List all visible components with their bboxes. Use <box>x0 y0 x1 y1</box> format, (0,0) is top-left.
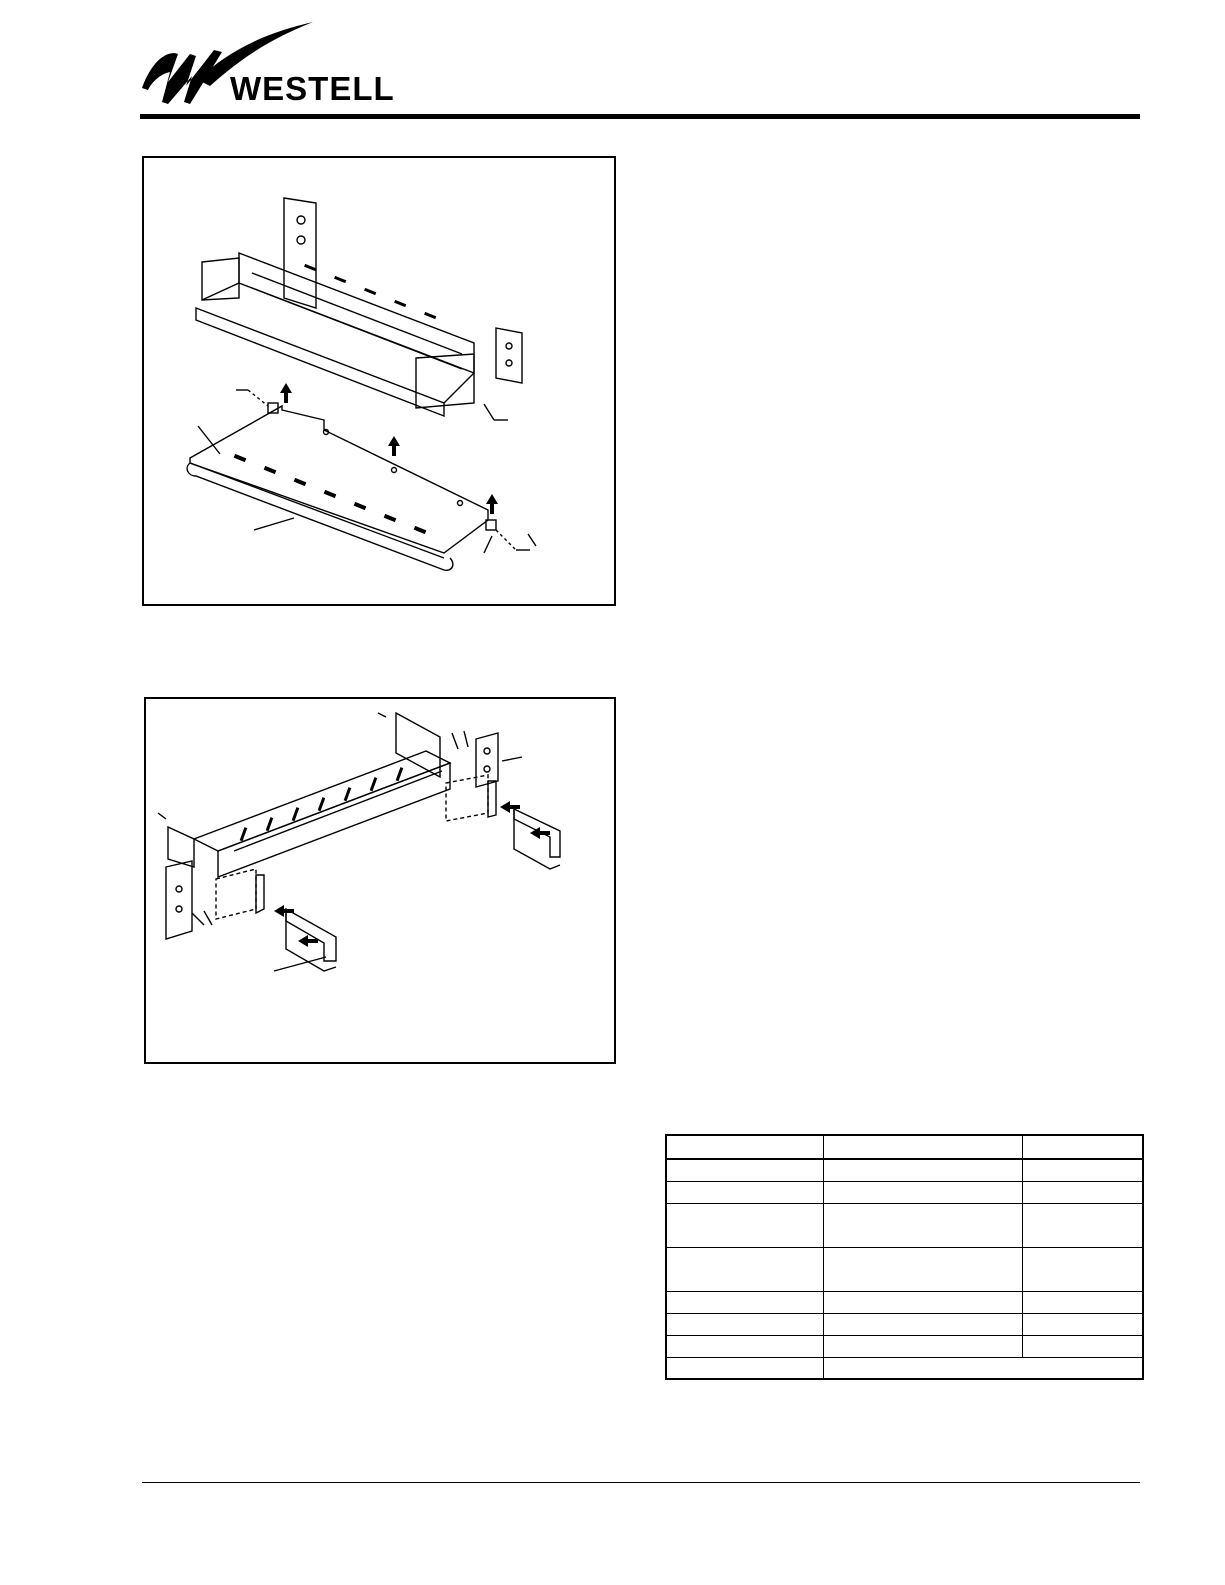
table-header-cell <box>1022 1135 1143 1159</box>
table-cell <box>666 1247 823 1291</box>
table-cell <box>666 1335 823 1357</box>
spec-table <box>665 1134 1144 1380</box>
table-cell <box>1022 1203 1143 1247</box>
table-row <box>666 1247 1143 1291</box>
table-cell <box>666 1159 823 1181</box>
table-cell <box>1022 1335 1143 1357</box>
table-cell <box>1022 1181 1143 1203</box>
table-cell <box>1022 1159 1143 1181</box>
table-row <box>666 1313 1143 1335</box>
table-cell <box>1022 1247 1143 1291</box>
table-row <box>666 1335 1143 1357</box>
table-cell <box>666 1203 823 1247</box>
westell-logo <box>138 20 438 115</box>
table-row <box>666 1357 1143 1379</box>
table-header-cell <box>666 1135 823 1159</box>
table-cell <box>823 1335 1022 1357</box>
table-cell <box>823 1313 1022 1335</box>
table-cell <box>823 1159 1022 1181</box>
table-cell <box>666 1291 823 1313</box>
table-cell <box>823 1247 1022 1291</box>
footer-rule <box>142 1482 1140 1483</box>
table-cell <box>823 1291 1022 1313</box>
table-row <box>666 1181 1143 1203</box>
shelf-panel-exploded-drawing-icon <box>144 158 614 604</box>
table-row <box>666 1159 1143 1181</box>
shelf-bracket-exploded-drawing-icon <box>146 699 614 1062</box>
header-rule <box>140 114 1140 119</box>
brand-name: WESTELL <box>230 70 395 107</box>
table-row <box>666 1291 1143 1313</box>
table-cell <box>666 1313 823 1335</box>
table-cell <box>666 1181 823 1203</box>
table-cell <box>823 1181 1022 1203</box>
figure-shelf-panel <box>142 156 616 606</box>
table-cell <box>823 1203 1022 1247</box>
table-cell <box>1022 1313 1143 1335</box>
table-cell-merged <box>823 1357 1143 1379</box>
figure-shelf-brackets <box>144 697 616 1064</box>
table-header-row <box>666 1135 1143 1159</box>
table-header-cell <box>823 1135 1022 1159</box>
table-cell <box>666 1357 823 1379</box>
table-cell <box>1022 1291 1143 1313</box>
table-row <box>666 1203 1143 1247</box>
